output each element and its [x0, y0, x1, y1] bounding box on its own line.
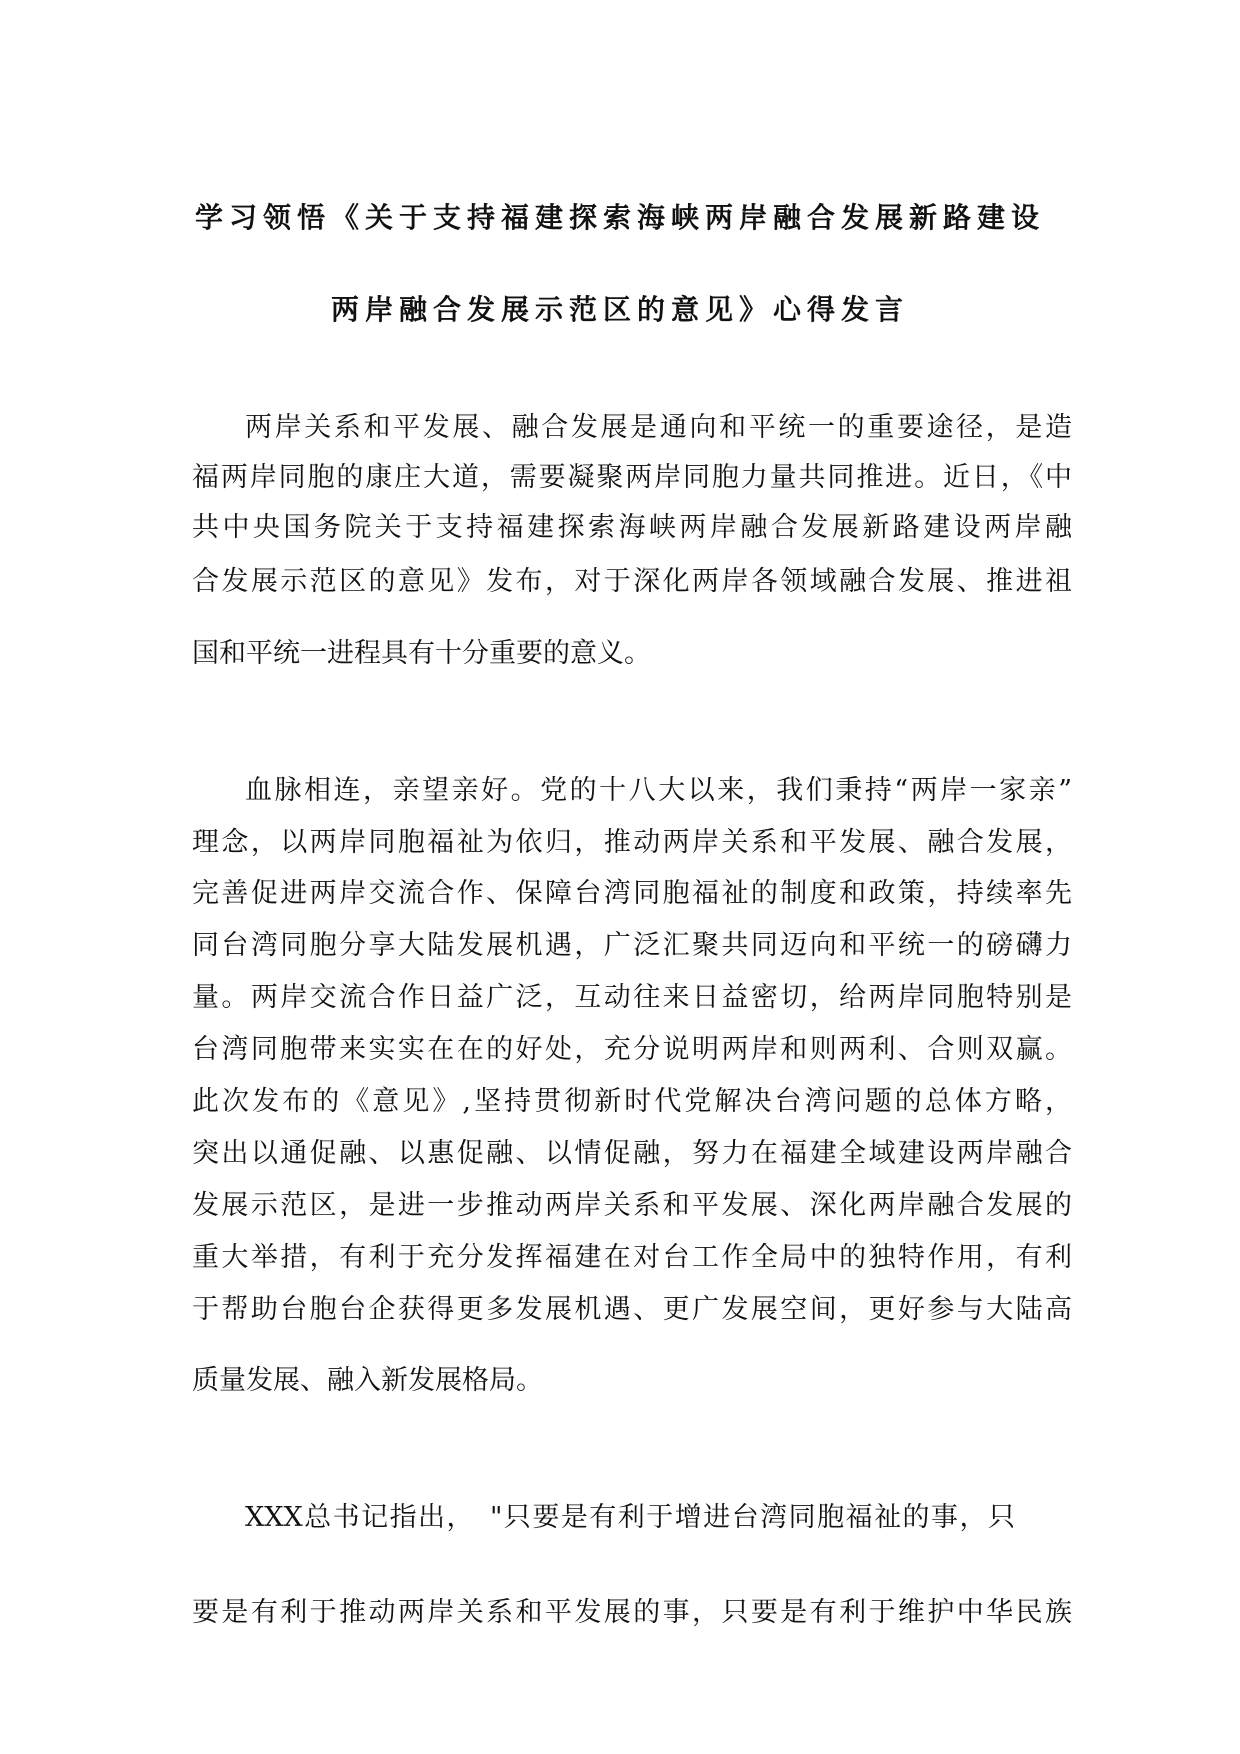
paragraph-3-line: XXX总书记指出， "只要是有利于增进台湾同胞福祉的事，只 — [245, 1502, 1015, 1533]
paragraph-1-line: 国和平统一进程具有十分重要的意义。 — [192, 638, 651, 669]
paragraph-2-line: 量。两岸交流合作日益广泛，互动往来日益密切，给两岸同胞特别是 — [192, 982, 1072, 1013]
paragraph-2-line: 血脉相连，亲望亲好。党的十八大以来，我们秉持“两岸一家亲” — [245, 775, 1072, 806]
paragraph-1-line: 福两岸同胞的康庄大道，需要凝聚两岸同胞力量共同推进。近日，《中 — [192, 462, 1072, 493]
paragraph-2-line: 发展示范区，是进一步推动两岸关系和平发展、深化两岸融合发展的 — [192, 1190, 1072, 1221]
paragraph-1-line: 两岸关系和平发展、融合发展是通向和平统一的重要途径，是造 — [245, 412, 1072, 443]
paragraph-2-line: 理念，以两岸同胞福祉为依归，推动两岸关系和平发展、融合发展， — [192, 827, 1072, 858]
paragraph-2-line: 完善促进两岸交流合作、保障台湾同胞福祉的制度和政策，持续率先 — [192, 878, 1072, 909]
paragraph-2-line: 重大举措，有利于充分发挥福建在对台工作全局中的独特作用，有利 — [192, 1242, 1072, 1273]
document-title-line-2: 两岸融合发展示范区的意见》心得发言 — [330, 293, 909, 326]
paragraph-2-line: 突出以通促融、以惠促融、以情促融，努力在福建全域建设两岸融合 — [192, 1138, 1072, 1169]
document-title-line-1: 学习领悟《关于支持福建探索海峡两岸融合发展新路建设 — [194, 201, 1045, 234]
paragraph-2-line: 同台湾同胞分享大陆发展机遇，广泛汇聚共同迈向和平统一的磅礴力 — [192, 930, 1072, 961]
paragraph-2-line: 质量发展、融入新发展格局。 — [192, 1365, 543, 1396]
paragraph-1-line: 共中央国务院关于支持福建探索海峡两岸融合发展新路建设两岸融 — [192, 512, 1072, 543]
paragraph-2-line: 此次发布的《意见》,坚持贯彻新时代党解决台湾问题的总体方略， — [192, 1086, 1072, 1117]
paragraph-3-line: 要是有利于推动两岸关系和平发展的事，只要是有利于维护中华民族 — [192, 1597, 1072, 1628]
paragraph-2-line: 于帮助台胞台企获得更多发展机遇、更广发展空间，更好参与大陆高 — [192, 1294, 1072, 1325]
paragraph-2-line: 台湾同胞带来实实在在的好处，充分说明两岸和则两利、合则双赢。 — [192, 1034, 1072, 1065]
paragraph-1-line: 合发展示范区的意见》发布，对于深化两岸各领域融合发展、推进祖 — [192, 566, 1072, 597]
